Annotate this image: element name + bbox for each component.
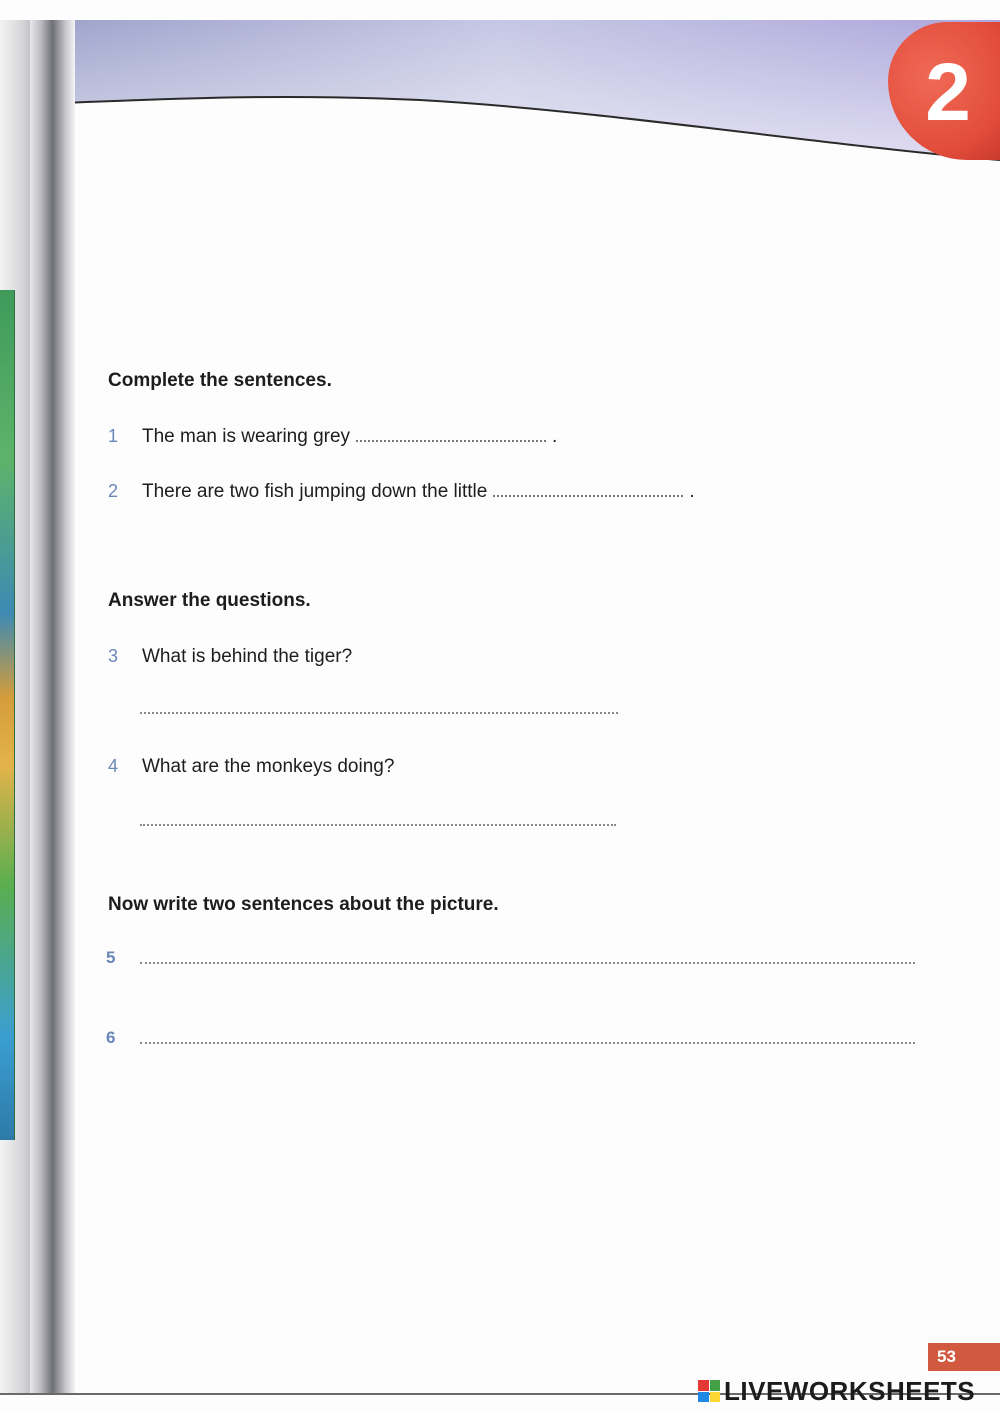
logo-square <box>698 1392 709 1403</box>
answer-blank-1[interactable] <box>356 430 546 442</box>
question-text: What is behind the tiger? <box>142 646 353 667</box>
answer-line-6[interactable] <box>140 1042 915 1044</box>
question-number: 4 <box>108 756 119 776</box>
answer-line-4[interactable] <box>140 824 616 826</box>
question-1 <box>108 426 557 448</box>
question-number: 2 <box>108 481 119 501</box>
question-number: 1 <box>108 426 119 446</box>
page-number: 53 <box>928 1343 1000 1371</box>
section-heading-answer: Answer the questions. <box>108 590 311 611</box>
logo-square <box>710 1392 721 1403</box>
question-text: There are two fish jumping down the little <box>142 481 488 502</box>
liveworksheets-logo-icon <box>698 1380 720 1402</box>
answer-blank-2[interactable] <box>493 485 683 497</box>
question-text: What are the monkeys doing? <box>142 756 395 777</box>
question-text: The man is wearing grey <box>142 426 351 447</box>
logo-square <box>710 1380 721 1391</box>
question-3 <box>108 646 352 668</box>
question-4 <box>108 756 394 778</box>
header-banner <box>0 20 1000 170</box>
watermark-text: LIVEWORKSHEETS <box>724 1375 976 1406</box>
section-heading-write: Now write two sentences about the picture. <box>108 894 499 915</box>
answer-line-3[interactable] <box>140 712 618 714</box>
logo-square <box>698 1380 709 1391</box>
question-number-5: 5 <box>106 948 116 967</box>
sentence-end: . <box>552 426 558 447</box>
sentence-end: . <box>689 481 695 502</box>
liveworksheets-watermark <box>698 1376 975 1406</box>
unit-number: 2 <box>925 47 971 138</box>
book-spine-shadow <box>30 20 75 1395</box>
question-number-6: 6 <box>106 1028 116 1047</box>
answer-line-5[interactable] <box>140 962 915 964</box>
question-number: 3 <box>108 646 119 666</box>
question-2 <box>108 481 695 503</box>
left-page-illustration-strip <box>0 290 15 1140</box>
section-heading-complete: Complete the sentences. <box>108 370 332 391</box>
